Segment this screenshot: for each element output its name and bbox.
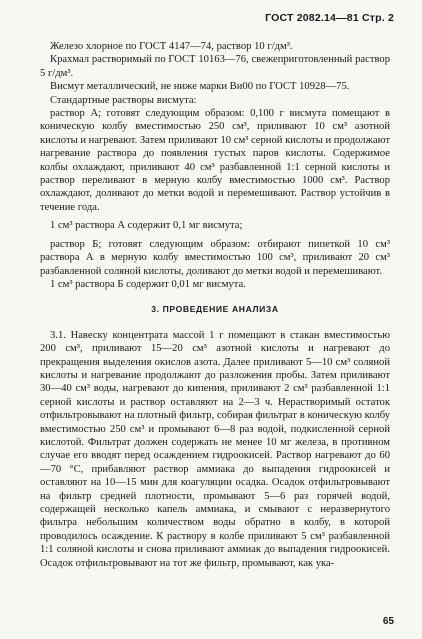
solution-a-note: 1 см³ раствора А содержит 0,1 мг висмута; [50, 220, 243, 232]
page-number: 65 [382, 616, 394, 627]
standard-solutions-heading: Стандартные растворы висмута: [50, 94, 197, 106]
analysis-paragraph: 3.1. Навеску концентрата массой 1 г помещают в стакан вместимостью 200 см³, приливают 15—20 см³ азотной кислоты и нагревают до прекращения выделения окислов азота. Далее приливают 5—10 см³ соляной кислоты и нагревание продолжают до разложения пробы. Затем приливают 30—40 см³ воды, нагревают до кипения, приливают 2 см³ разбавленной 1:1 серной кислоты и раствор оставляют на 2—3 ч. Нерастворимый остаток отфильтровывают на плотный фильтр, собирая фильтрат в коническую колбу вместимостью 250 см³ и промывают 6—8 раз водой, подкисленной серной кислотой. Фильтрат должен содержать не менее 10 мг железа, в противном случае его вводят перед осаждением гидроокисей. Раствор нагревают до 60—70 °С, прибавляют раствор аммиака до выпадения гидроокисей и оставляют на 10—15 мин для коагуляции осадка. Осадок отфильтровывают на фильтр средней плотности, промывают 5—6 раз горячей водой, содержащей несколько капель аммиака, и смывают с неразвернутого фильтра небольшим количеством воды обратно в колбу, в которой проводилось осаждение. К раствору в колбе приливают 5 см³ разбавленной 1:1 соляной кислоты и снова приливают аммиак до выпадения гидроокисей. Осадок отфильтровывают на тот же фильтр, промывают, как ука- [40, 329, 390, 569]
solution-b-note: 1 см³ раствора Б содержит 0,01 мг висмута. [50, 278, 246, 290]
solution-a-paragraph: раствор А; готовят следующим образом: 0,100 г висмута помещают в коническую колбу вместимостью 250 см³, приливают 10 см³ азотной кислоты и нагревают. Затем приливают 10 см³ серной кислоты и продолжают нагревание раствора до появления густых паров кислоты. Содержимое колбы охлаждают, приливают 40 см³ разбавленной 1:1 серной кислоты и раствор переливают в мерную колбу вместимостью 1000 см³. Раствор охлаждают, доливают до метки водой и перемешивают. Раствор устойчив в течение года. [40, 108, 390, 213]
section-title: 3. ПРОВЕДЕНИЕ АНАЛИЗА [151, 304, 279, 315]
document-body [40, 40, 390, 570]
running-header: ГОСТ 2082.14—81 Стр. 2 [265, 12, 394, 24]
reagent-starch: Крахмал растворимый по ГОСТ 10163—76, свежеприготовленный раствор 5 г/дм³. [40, 54, 390, 79]
reagent-bismuth: Висмут металлический, не ниже марки Ви00 по ГОСТ 10928—75. [50, 81, 350, 93]
solution-b-paragraph: раствор Б; готовят следующим образом: отбирают пипеткой 10 см³ раствора А в мерную колбу вместимостью 100 см³, приливают 20 см³ разбавленной соляной кислоты, доливают до метки водой и перемешивают. [40, 238, 390, 277]
reagent-ferric-chloride: Железо хлорное по ГОСТ 4147—74, раствор 10 г/дм³. [50, 41, 293, 52]
